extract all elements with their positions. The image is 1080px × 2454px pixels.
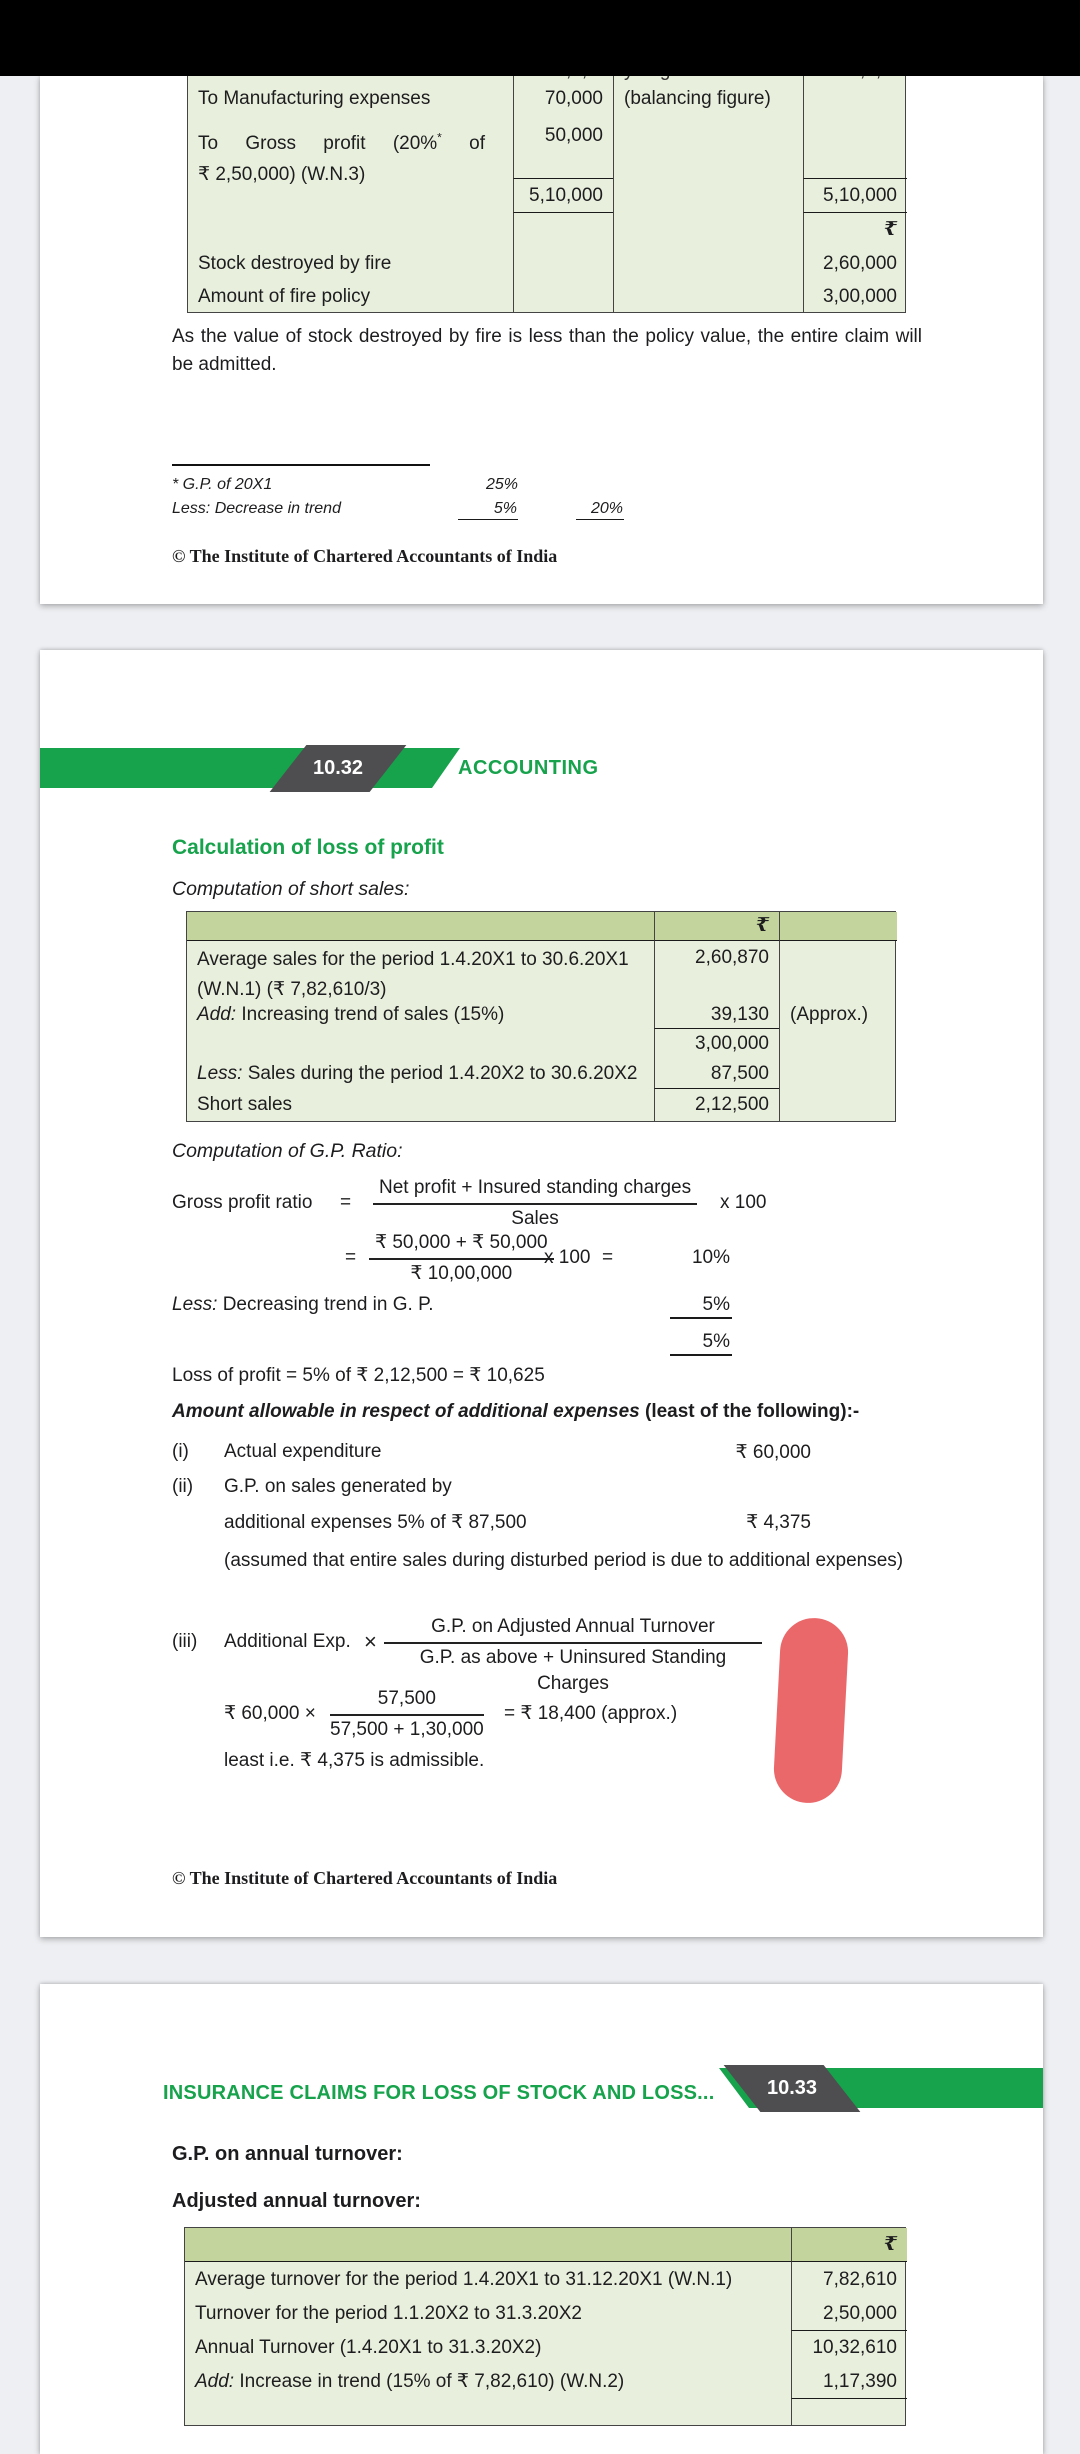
cell-blank: [779, 1029, 897, 1059]
cell-amount: [803, 82, 907, 119]
currency-header: ₹: [654, 912, 779, 941]
cell-total: 5,10,000: [803, 178, 907, 213]
chapter-title: INSURANCE CLAIMS FOR LOSS OF STOCK AND LOSS...: [163, 2082, 715, 2104]
chapter-title: ACCOUNTING: [458, 757, 599, 779]
page-number: 10.33: [766, 2077, 818, 2099]
cell-particulars: Add: Increasing trend of sales (15%): [197, 1004, 505, 1025]
gp-ratio-calculation: = $\frac{₹ 50,000 + ₹ 50,000}{₹ 10,00,000}$ x 100 = 10%: [172, 1229, 912, 1287]
footnote-rule: [172, 464, 430, 466]
conclusion-paragraph: As the value of stock destroyed by fire is less than the policy value, the entire claim will be admitted.: [172, 326, 922, 375]
cell-blank: [513, 246, 613, 281]
gp-ratio-formula: Gross profit ratio = Net profit + Insured standing charges Sales x 100: [172, 1177, 767, 1229]
cell-blank: [613, 213, 803, 246]
item-iii-formula: (iii) Additional Exp. × G.P. on Adjusted Annual Turnover G.P. as above + Uninsured Standing Charges: [172, 1613, 912, 1671]
item-ii-note: (assumed that entire sales during disturbed period is due to additional expenses): [224, 1550, 904, 1571]
cell-particulars: To Gross profit (20%* of ₹ 2,50,000) (W.N.3): [198, 131, 485, 186]
cell-particulars: Turnover for the period 1.1.20X2 to 31.3.20X2: [195, 2303, 582, 2324]
cell-particulars: Short sales: [197, 1094, 293, 1115]
cell-particulars: Stock destroyed by fire: [198, 252, 392, 274]
item-ii-line2: additional expenses 5% of ₹ 87,500 ₹ 4,375: [224, 1512, 811, 1533]
short-sales-table: [186, 911, 896, 1122]
cell-blank: [613, 178, 803, 213]
cell-particulars: Average sales for the period 1.4.20X1 to 30.6.20X1 (W.N.1) (₹ 7,82,610/3): [197, 949, 629, 1000]
cell-amount: 10,32,610: [791, 2331, 907, 2365]
cell-blank: [791, 2399, 907, 2425]
less-trend-line: Less: Decreasing trend in G. P. 5%: [172, 1294, 912, 1322]
gp-result: 10%: [691, 1247, 730, 1268]
cell-amount: 3,00,000: [654, 1029, 779, 1059]
adjusted-turnover-heading: Adjusted annual turnover:: [172, 2190, 421, 2212]
cell-particulars: Add: Increase in trend (15% of ₹ 7,82,610) (W.N.2): [195, 2371, 625, 2392]
cell-amount: 70,000: [513, 82, 613, 119]
page-3: [40, 1984, 1043, 2454]
cell-amount: 2,60,000: [803, 246, 907, 281]
cell-particulars: (balancing figure): [613, 82, 803, 119]
cell-particulars: To Manufacturing expenses: [198, 88, 431, 109]
cell-blank: [185, 2399, 791, 2425]
allowable-heading: Amount allowable in respect of additional expenses (least of the following):-: [172, 1401, 860, 1422]
least-admissible-line: least i.e. ₹ 4,375 is admissible.: [224, 1750, 485, 1771]
status-bar: [0, 0, 1080, 76]
currency-header: ₹: [803, 213, 907, 246]
copyright-line: © The Institute of Chartered Accountants of India: [172, 546, 558, 566]
cell-particulars: [613, 119, 803, 178]
cell-blank: [779, 1059, 897, 1089]
cell-total: 5,10,000: [513, 178, 613, 213]
cell-amount: 3,00,000: [803, 281, 907, 312]
subheading-gp-ratio: Computation of G.P. Ratio:: [172, 1140, 403, 1162]
cell-amount: 87,500: [654, 1059, 779, 1089]
cell-amount: 50,000: [513, 119, 613, 178]
subheading-short-sales: Computation of short sales:: [172, 878, 410, 900]
cell-blank: [513, 213, 613, 246]
net-trend-line: 5%: [172, 1331, 912, 1359]
item-ii-line1: (ii) G.P. on sales generated by: [172, 1476, 452, 1497]
item-iii-calculation: ₹ 60,000 × $\frac{57,500}{57,500 + 1,30,000}$ = ₹ 18,400 (approx.): [224, 1688, 678, 1740]
item-i: (i) Actual expenditure ₹ 60,000: [172, 1441, 811, 1463]
footnote-line-2: Less: Decrease in trend 5% 20%: [172, 500, 642, 522]
cell-amount: 2,60,870: [654, 941, 779, 1001]
header-cell: [187, 912, 654, 941]
cell-note: (Approx.): [779, 1001, 897, 1029]
page-2: [40, 650, 1043, 1937]
red-marker-annotation: [772, 1616, 850, 1804]
cell-blank: [188, 178, 513, 213]
cell-blank: [779, 1089, 897, 1121]
header-cell: [779, 912, 897, 941]
cell-amount: 39,130: [654, 1001, 779, 1029]
currency-header: ₹: [791, 2228, 907, 2262]
cell-amount: 7,82,610: [791, 2262, 907, 2297]
cell-blank: [613, 281, 803, 312]
copyright-line: © The Institute of Chartered Accountants of India: [172, 1868, 558, 1888]
cell-particulars: Amount of fire policy: [198, 285, 371, 307]
cell-amount: 2,50,000: [791, 2297, 907, 2331]
header-cell: [185, 2228, 791, 2262]
cell-amount: 2,12,500: [654, 1089, 779, 1121]
cell-particulars: Annual Turnover (1.4.20X1 to 31.3.20X2): [195, 2337, 542, 2358]
cell-particulars: Average turnover for the period 1.4.20X1 to 31.12.20X1 (W.N.1): [195, 2268, 733, 2290]
cell-particulars: Less: Sales during the period 1.4.20X2 to 30.6.20X2: [197, 1063, 638, 1084]
section-heading: Calculation of loss of profit: [172, 836, 444, 859]
footnote-line-1: * G.P. of 20X1 25%: [172, 476, 518, 493]
cell-note: [779, 941, 897, 1001]
turnover-table: [184, 2227, 906, 2426]
cell-blank: [513, 281, 613, 312]
page-1: [40, 76, 1043, 604]
page-number: 10.32: [312, 757, 364, 779]
cell-amount: 1,17,390: [791, 2365, 907, 2399]
cell-blank: [187, 1029, 654, 1059]
cell-amount: [803, 119, 907, 178]
cell-blank: [613, 246, 803, 281]
gp-annual-turnover-heading: G.P. on annual turnover:: [172, 2143, 403, 2165]
cell-blank: [188, 213, 513, 246]
loss-of-profit-line: Loss of profit = 5% of ₹ 2,12,500 = ₹ 10,625: [172, 1365, 545, 1386]
trading-account-table: [187, 76, 906, 313]
